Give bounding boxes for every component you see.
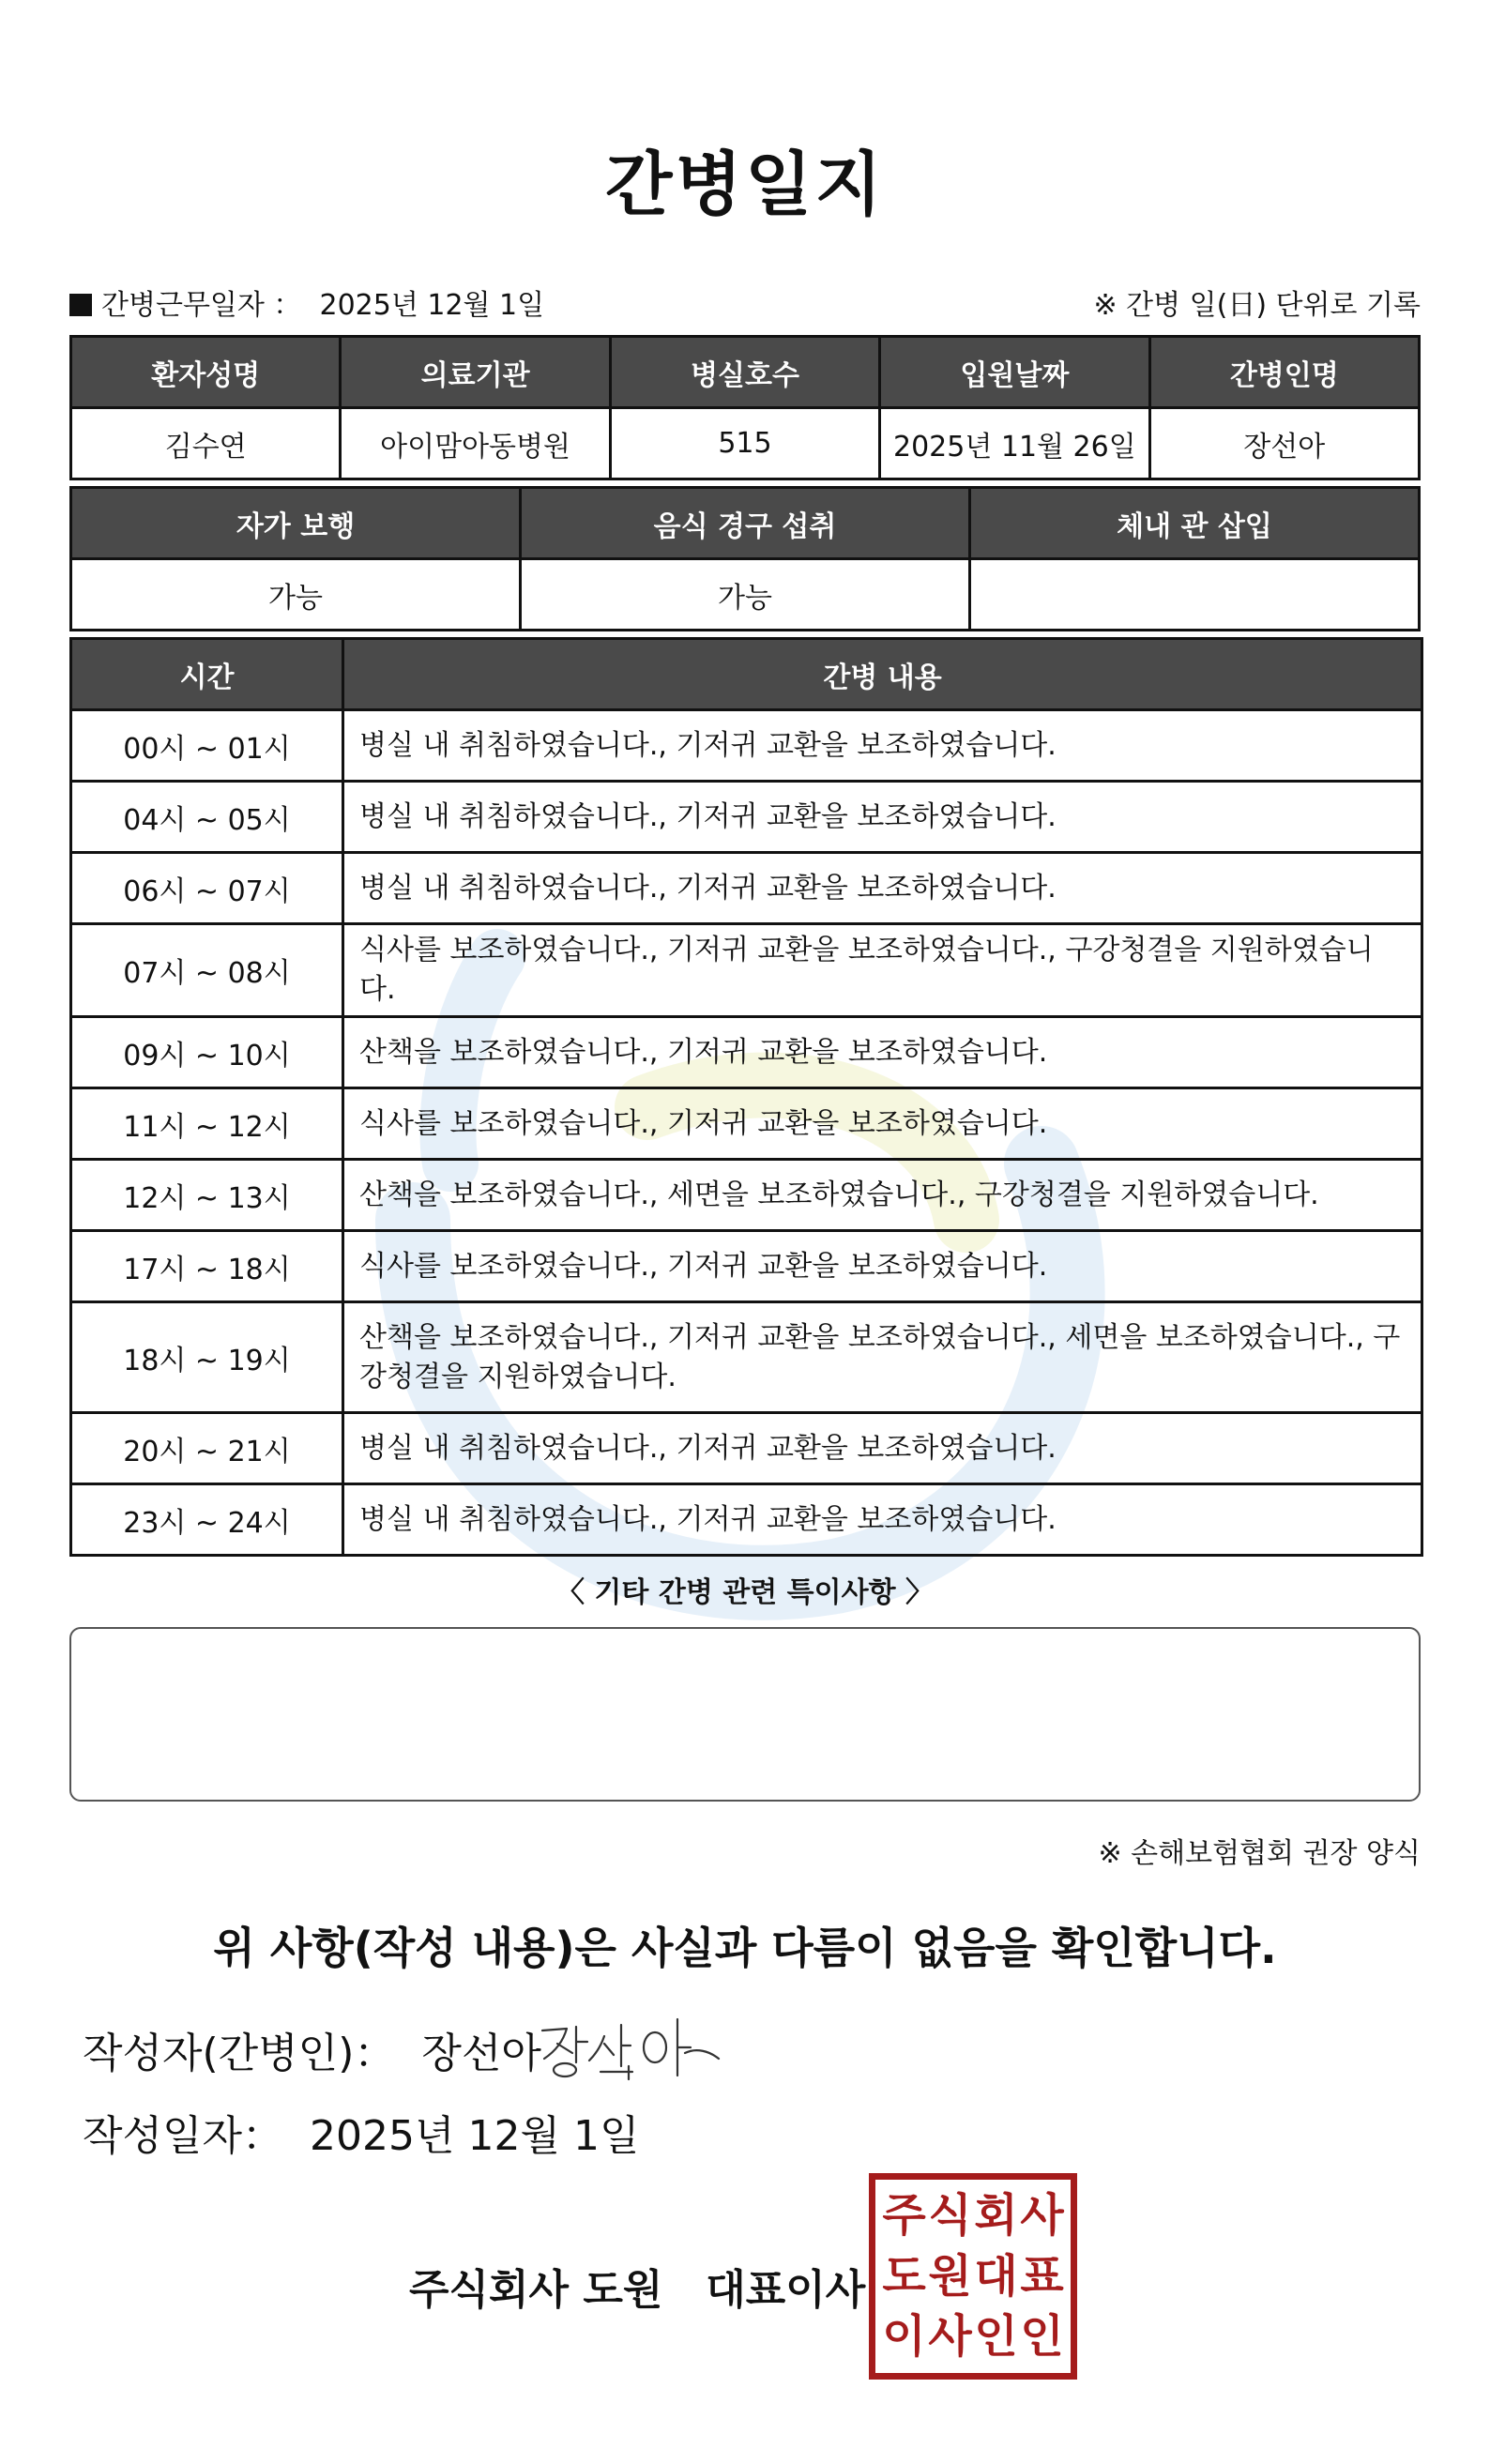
- table-row: [71, 1017, 1422, 1088]
- self-walking-value: 가능: [71, 559, 521, 631]
- seal-character: 대: [974, 2249, 1018, 2303]
- work-date: [69, 281, 544, 323]
- seal-character: 인: [1020, 2310, 1064, 2364]
- seal-character: 주: [882, 2189, 926, 2242]
- care-log-header-row: [71, 639, 1422, 710]
- hospital-name: 아이맘아동병원: [341, 408, 610, 479]
- header-oral-intake: 음식 경구 섭취: [521, 488, 970, 559]
- record-note: ※ 간병 일(日) 단위로 기록: [1093, 289, 1421, 322]
- table-row: [71, 1413, 1422, 1484]
- company-seal-stamp: [869, 2173, 1077, 2380]
- care-log-table: [69, 637, 1423, 1557]
- written-date-value: 2025년 12월 1일: [310, 2112, 640, 2160]
- header-patient-name: 환자성명: [71, 337, 341, 408]
- confirmation-statement: 위 사항(작성 내용)은 사실과 다름이 없음을 확인합니다.: [213, 1923, 1277, 1973]
- log-content: 병실 내 취침하였습니다., 기저귀 교환을 보조하였습니다.: [343, 782, 1422, 853]
- log-content: 산책을 보조하였습니다., 기저귀 교환을 보조하였습니다., 세면을 보조하였습니다., 구강청결을 지원하였습니다.: [343, 1302, 1422, 1413]
- log-content: 식사를 보조하였습니다., 기저귀 교환을 보조하였습니다.: [343, 1231, 1422, 1302]
- oral-intake-value: 가능: [521, 559, 970, 631]
- seal-character-grid: [881, 2185, 1065, 2367]
- work-date-value: 2025년 12월 1일: [319, 289, 545, 322]
- log-content: 산책을 보조하였습니다., 세면을 보조하였습니다., 구강청결을 지원하였습니다.: [343, 1160, 1422, 1231]
- document-title: 간병일지: [605, 144, 885, 225]
- table-row: [71, 1088, 1422, 1160]
- header-caregiver: 간병인명: [1149, 337, 1419, 408]
- log-time: 17시 ~ 18시: [71, 1231, 343, 1302]
- seal-character: 인: [974, 2310, 1018, 2364]
- status-value-row: [71, 559, 1420, 631]
- handwritten-signature: [535, 2010, 722, 2085]
- log-time: 06시 ~ 07시: [71, 853, 343, 924]
- recommend-note: ※ 손해보험협회 권장 양식: [1098, 1837, 1421, 1870]
- written-date-line: [83, 2102, 639, 2162]
- written-date-label: 작성일자：: [83, 2112, 284, 2160]
- work-date-label: 간병근무일자 ：: [101, 289, 302, 322]
- log-time: 00시 ~ 01시: [71, 710, 343, 782]
- table-row: [71, 1302, 1422, 1413]
- header-room: 병실호수: [610, 337, 879, 408]
- seal-character: 이: [882, 2310, 926, 2364]
- log-time: 12시 ~ 13시: [71, 1160, 343, 1231]
- square-bullet-icon: [69, 294, 92, 316]
- log-time: 09시 ~ 10시: [71, 1017, 343, 1088]
- remarks-box: [69, 1627, 1421, 1802]
- meta-row: [69, 281, 1421, 323]
- header-hospital: 의료기관: [341, 337, 610, 408]
- seal-character: 식: [928, 2189, 972, 2242]
- header-care-content: 간병 내용: [343, 639, 1422, 710]
- seal-character: 사: [928, 2310, 972, 2364]
- seal-character: 원: [928, 2249, 972, 2303]
- header-admission-date: 입원날짜: [880, 337, 1149, 408]
- table-row: [71, 924, 1422, 1017]
- admission-date: 2025년 11월 26일: [880, 408, 1149, 479]
- log-time: 07시 ~ 08시: [71, 924, 343, 1017]
- tube-insertion-value: [970, 559, 1420, 631]
- table-row: [71, 1231, 1422, 1302]
- log-content: 식사를 보조하였습니다., 기저귀 교환을 보조하였습니다., 구강청결을 지원하였습니다.: [343, 924, 1422, 1017]
- status-header-row: [71, 488, 1420, 559]
- patient-info-table: [69, 335, 1421, 480]
- table-row: [71, 1484, 1422, 1556]
- patient-header-row: [71, 337, 1420, 408]
- log-content: 식사를 보조하였습니다., 기저귀 교환을 보조하였습니다.: [343, 1088, 1422, 1160]
- remarks-title: 〈 기타 간병 관련 특이사항 〉: [555, 1576, 935, 1609]
- log-content: 병실 내 취침하였습니다., 기저귀 교환을 보조하였습니다.: [343, 853, 1422, 924]
- log-time: 11시 ~ 12시: [71, 1088, 343, 1160]
- table-row: [71, 710, 1422, 782]
- patient-status-table: [69, 486, 1421, 631]
- writer-label: 작성자(간병인)：: [83, 2030, 396, 2077]
- seal-character: 표: [1020, 2249, 1064, 2303]
- log-time: 18시 ~ 19시: [71, 1302, 343, 1413]
- log-content: 병실 내 취침하였습니다., 기저귀 교환을 보조하였습니다.: [343, 710, 1422, 782]
- log-time: 23시 ~ 24시: [71, 1484, 343, 1556]
- seal-character: 회: [974, 2189, 1018, 2242]
- log-time: 20시 ~ 21시: [71, 1413, 343, 1484]
- writer-line: [83, 2019, 541, 2079]
- room-number: 515: [610, 408, 879, 479]
- writer-name: 장선아: [421, 2030, 541, 2077]
- log-content: 병실 내 취침하였습니다., 기저귀 교환을 보조하였습니다.: [343, 1413, 1422, 1484]
- log-content: 산책을 보조하였습니다., 기저귀 교환을 보조하였습니다.: [343, 1017, 1422, 1088]
- table-row: [71, 782, 1422, 853]
- patient-name: 김수연: [71, 408, 341, 479]
- patient-value-row: [71, 408, 1420, 479]
- table-row: [71, 1160, 1422, 1231]
- caregiver-name: 장선아: [1149, 408, 1419, 479]
- company-representative: 주식회사 도원 대표이사: [409, 2266, 866, 2314]
- seal-character: 사: [1020, 2189, 1064, 2242]
- seal-character: 도: [882, 2249, 926, 2303]
- log-content: 병실 내 취침하였습니다., 기저귀 교환을 보조하였습니다.: [343, 1484, 1422, 1556]
- header-time: 시간: [71, 639, 343, 710]
- table-row: [71, 853, 1422, 924]
- header-self-walking: 자가 보행: [71, 488, 521, 559]
- header-tube-insertion: 체내 관 삽입: [970, 488, 1420, 559]
- log-time: 04시 ~ 05시: [71, 782, 343, 853]
